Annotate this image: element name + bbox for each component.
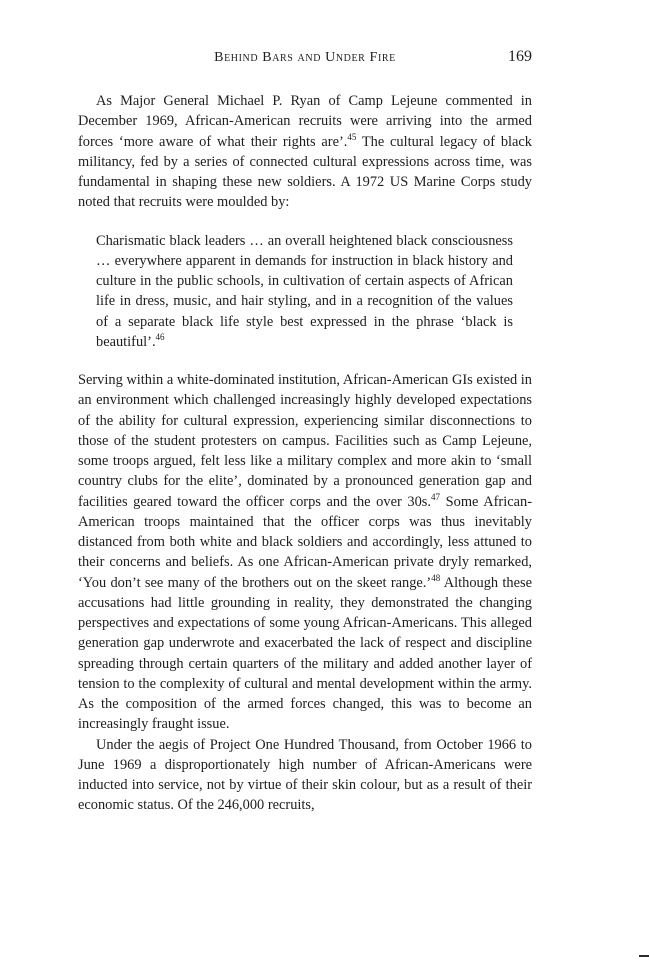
paragraph-1-text-a: As Major General Michael P. Ryan of Camp Lejeune commented in December 1969, African-American recruits were arriving into the armed forces ‘more aware of what their rights are’. (78, 93, 532, 150)
block-quote (96, 231, 513, 353)
block-quote-text: Charismatic black leaders … an overall heightened black consciousness … everywhere apparent in demands for instruction in black history and culture in the public schools, in cultivation of certain aspects of African life in dress, music, and hair styling, and in a recognition of the values of a separate black life style best expressed in the phrase ‘black is beautiful’. (96, 232, 513, 350)
body-text (78, 91, 532, 816)
paragraph-3-text: Under the aegis of Project One Hundred Thousand, from October 1966 to June 1969 a disproportionately high number of African-Americans were inducted into service, not by virtue of their skin colour, but as a result of their economic status. Of the 246,000 recruits, (78, 736, 532, 814)
footnote-ref-47[interactable]: 47 (430, 491, 440, 502)
running-header (78, 50, 532, 74)
paragraph-3 (78, 735, 532, 816)
page-edge-mark (639, 955, 649, 957)
running-title: Behind Bars and Under Fire (214, 50, 396, 65)
footnote-ref-46[interactable]: 46 (155, 331, 165, 342)
paragraph-2 (78, 370, 532, 735)
footnote-ref-45[interactable]: 45 (347, 131, 357, 142)
page-number: 169 (508, 48, 532, 65)
paragraph-1-text-b: The cultural legacy of black militancy, fed by a series of connected cultural expressions across time, was fundamental in shaping these new soldiers. A 1972 US Marine Corps study noted that recruits were moulded by: (78, 133, 532, 211)
paragraph-2-text-a: Serving within a white-dominated institution, African-American GIs existed in an environment which challenged increasingly highly developed expectations of the ability for cultural expression, experiencing similar disconnections to those of the student protesters on campus. Facilities such as Camp Lejeune, some troops argued, felt less like a military complex and more akin to ‘small country clubs for the elite’, dominated by a pronounced generation gap and facilities geared toward the officer corps and the over 30s. (78, 372, 532, 510)
footnote-ref-48[interactable]: 48 (431, 572, 441, 583)
paragraph-2-text-b: Some African-American troops maintained that the officer corps was thus inevitably distanced from both white and black soldiers and accordingly, less attuned to their concerns and beliefs. As one African-American private dryly remarked, ‘You don’t see many of the brothers out on the skeet range.’ (78, 493, 532, 591)
paragraph-2-text-c: Although these accusations had little grounding in reality, they demonstrated the changing perspectives and expectations of some young African-Americans. This alleged generation gap underwrote and exacerbated the lack of respect and discipline spreading through certain quarters of the military and added another layer of tension to the complexity of cultural and mental development within the army. As the composition of the armed forces changed, this was to become an increasingly fraught issue. (78, 574, 532, 733)
paragraph-1 (78, 91, 532, 213)
